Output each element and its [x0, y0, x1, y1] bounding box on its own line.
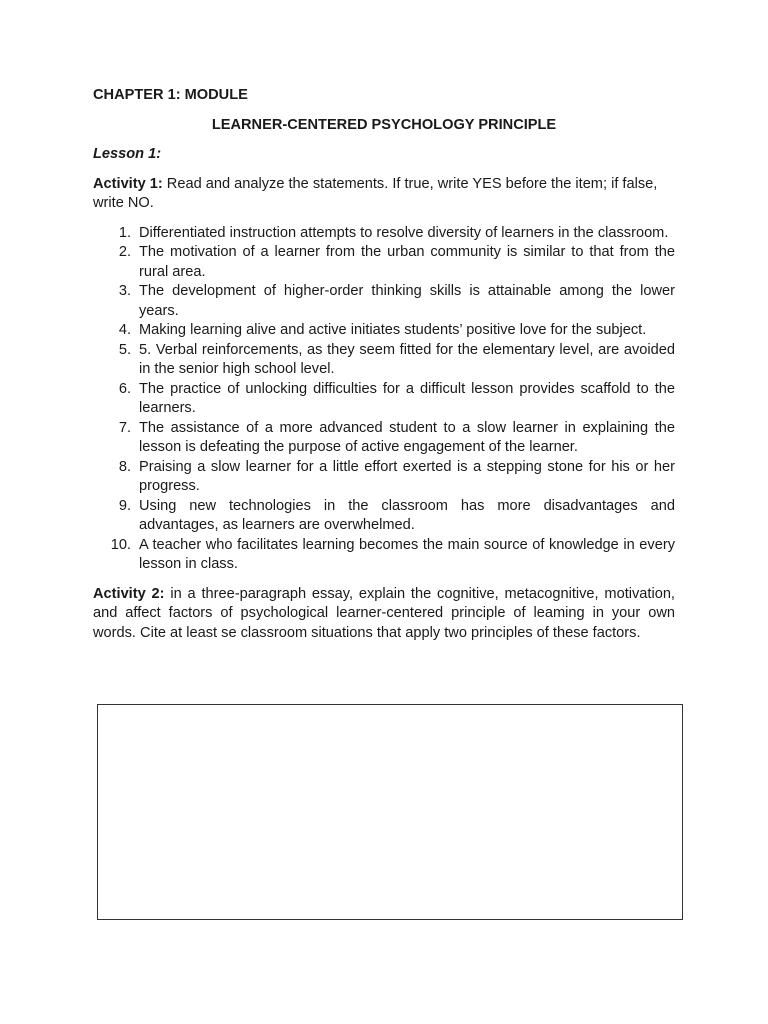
item-number: 9. — [118, 497, 131, 514]
item-number: 4. — [118, 322, 131, 338]
list-item — [93, 458, 675, 497]
list-item — [93, 321, 675, 341]
activity-2-text: in a three-paragraph essay, explain the cognitive, metacognitive, motivation, and affect factors of psychological learner-centered principle of leaming in your own words. Cite at least se classroom situations that apply two principles of these factors. — [93, 585, 675, 641]
item-text: Praising a slow learner for a little effort exerted is a stepping stone for his or her progress. — [139, 458, 675, 494]
list-item — [93, 282, 675, 321]
item-number: 3. — [118, 283, 131, 299]
list-item — [93, 536, 675, 575]
item-text: Differentiated instruction attempts to resolve diversity of learners in the classroom. — [139, 224, 669, 241]
item-number: 2. — [118, 244, 131, 260]
list-item — [93, 380, 675, 419]
activity-1-label: Activity 1: — [93, 175, 163, 192]
item-text: The assistance of a more advanced student to a slow learner in explaining the lesson is defeating the purpose of active engagement of the learner. — [139, 419, 675, 455]
item-text: The practice of unlocking difficulties for a difficult lesson provides scaffold to the learners. — [139, 380, 675, 416]
list-item — [93, 419, 675, 458]
activity-1-text: Read and analyze the statements. If true, write YES before the item; if false, write NO. — [93, 175, 658, 211]
item-text: Using new technologies in the classroom has more disadvantages and advantages, as learners are overwhelmed. — [139, 497, 675, 533]
module-page — [93, 86, 675, 643]
list-item — [93, 341, 675, 380]
item-text: A teacher who facilitates learning becomes the main source of knowledge in every lesson in class. — [139, 536, 675, 572]
item-number: 1. — [118, 224, 131, 241]
item-text: Making learning alive and active initiates students’ positive love for the subject. — [139, 322, 647, 338]
activity-2-instructions — [93, 585, 675, 644]
item-number: 6. — [118, 380, 131, 397]
item-number: 7. — [118, 419, 131, 436]
list-item — [93, 243, 675, 282]
item-number: 8. — [118, 458, 131, 475]
lesson-heading: Lesson 1: — [93, 146, 162, 162]
item-text: 5. Verbal reinforcements, as they seem fitted for the elementary level, are avoided in the senior high school level. — [139, 341, 675, 377]
item-text: The motivation of a learner from the urban community is similar to that from the rural area. — [139, 244, 675, 280]
item-number: 10. — [110, 536, 131, 553]
item-text: The development of higher-order thinking skills is attainable among the lower years. — [139, 283, 675, 319]
activity-1-instructions — [93, 175, 675, 214]
chapter-heading: CHAPTER 1: MODULE — [93, 87, 248, 103]
item-number: 5. — [118, 341, 131, 358]
page-title: LEARNER-CENTERED PSYCHOLOGY PRINCIPLE — [211, 116, 557, 133]
statement-list — [93, 224, 675, 575]
list-item — [93, 224, 675, 244]
activity-2-label: Activity 2: — [93, 585, 165, 602]
list-item — [93, 497, 675, 536]
essay-answer-box[interactable] — [97, 704, 683, 920]
